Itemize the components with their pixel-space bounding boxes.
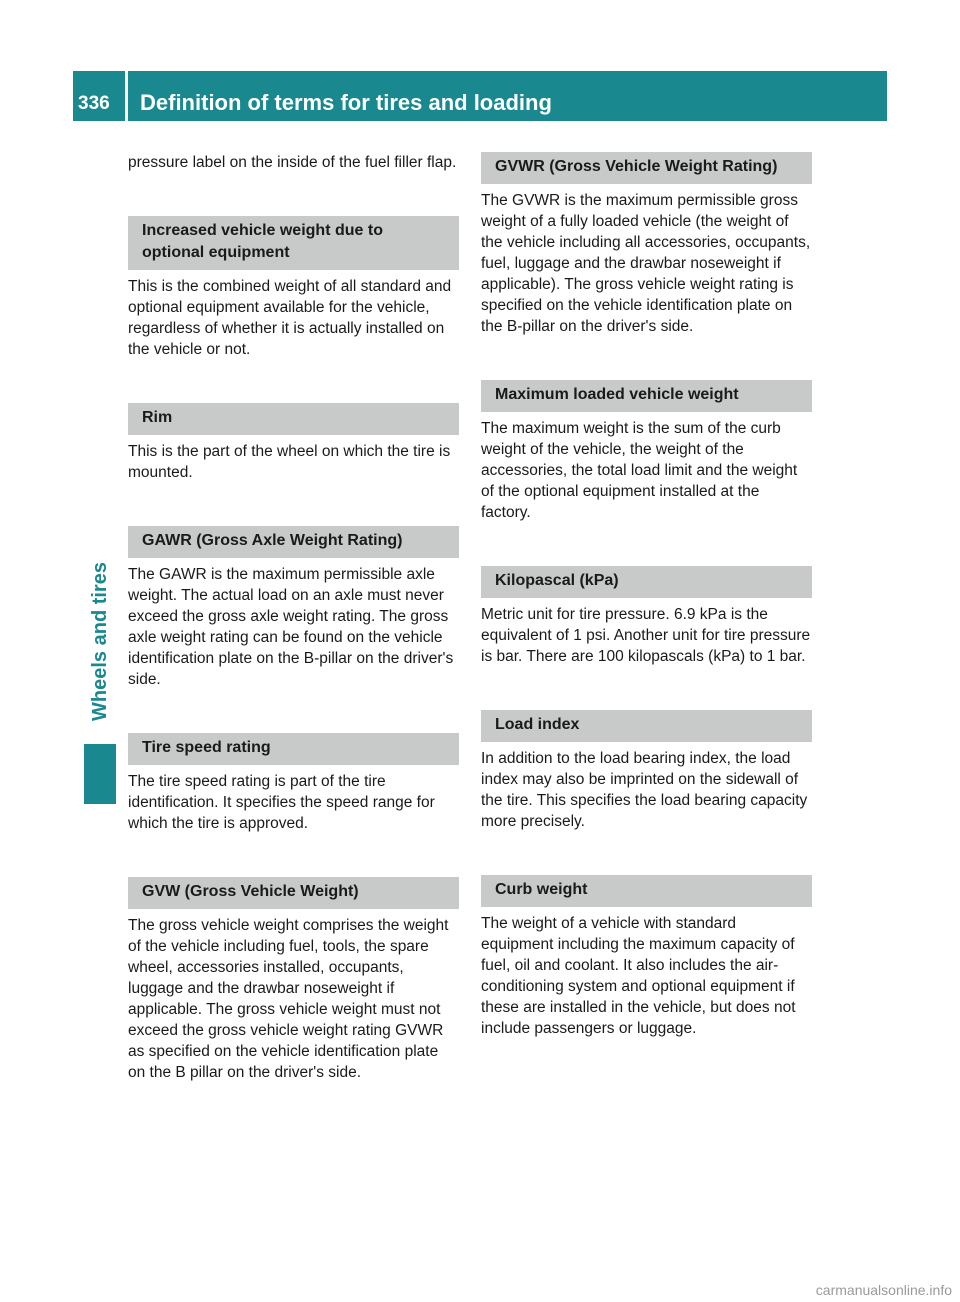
section-rim <box>128 403 459 483</box>
section-heading: Maximum loaded vehicle weight <box>481 380 812 412</box>
section-load-index <box>481 710 812 832</box>
chapter-marker <box>84 744 116 804</box>
page-number: 336 <box>78 93 110 114</box>
section-heading: Load index <box>481 710 812 742</box>
section-body: The weight of a vehicle with standard equipment including the maximum capacity of fuel, oil and coolant. It also includes the air-conditioning system and optional equipment if these are installed in the vehicle, but does not include passengers or luggage. <box>481 915 796 1037</box>
footer-watermark: carmanualsonline.info <box>815 1282 952 1298</box>
left-column <box>128 152 459 1083</box>
section-heading: GVWR (Gross Vehicle Weight Rating) <box>481 152 812 184</box>
section-gvw <box>128 877 459 1083</box>
section-body: This is the part of the wheel on which the tire is mounted. <box>128 443 451 481</box>
section-heading: Tire speed rating <box>128 733 459 765</box>
section-increased-weight <box>128 216 459 360</box>
section-heading: GVW (Gross Vehicle Weight) <box>128 877 459 909</box>
section-heading: GAWR (Gross Axle Weight Rating) <box>128 526 459 558</box>
page-title: Definition of terms for tires and loading <box>140 90 552 115</box>
section-curb-weight <box>481 875 812 1039</box>
section-body: The tire speed rating is part of the tire identification. It specifies the speed range for which the tire is approved. <box>128 773 435 832</box>
right-column <box>481 152 812 1039</box>
section-body: The maximum weight is the sum of the curb weight of the vehicle, the weight of the accessories, the total load limit and the weight of the optional equipment installed at the factory. <box>481 420 798 521</box>
section-body: The gross vehicle weight comprises the weight of the vehicle including fuel, tools, the spare wheel, accessories installed, occupants, luggage and the drawbar noseweight if applicable. The gross vehicle weight must not exceed the gross vehicle weight rating GVWR as specified on the vehicle identification plate on the B pillar on the driver's side. <box>128 917 449 1081</box>
section-heading: Rim <box>128 403 459 435</box>
section-body: Metric unit for tire pressure. 6.9 kPa is the equivalent of 1 psi. Another unit for tire pressure is bar. There are 100 kilopascals (kPa) to 1 bar. <box>481 606 811 665</box>
section-body: In addition to the load bearing index, the load index may also be imprinted on the sidewall of the tire. This specifies the load bearing capacity more precisely. <box>481 750 808 830</box>
intro-paragraph: pressure label on the inside of the fuel filler flap. <box>128 154 457 171</box>
chapter-side-tab-label: Wheels and tires <box>88 561 111 721</box>
section-kilopascal <box>481 566 812 667</box>
section-max-loaded-weight <box>481 380 812 523</box>
section-gvwr <box>481 152 812 337</box>
section-body: The GAWR is the maximum permissible axle weight. The actual load on an axle must never exceed the gross axle weight rating. The gross axle weight rating can be found on the vehicle identification plate on the B-pillar on the driver's side. <box>128 566 454 688</box>
chapter-side-tab <box>84 551 116 731</box>
section-heading: Kilopascal (kPa) <box>481 566 812 598</box>
section-gawr <box>128 526 459 690</box>
section-tire-speed-rating <box>128 733 459 834</box>
section-body: This is the combined weight of all standard and optional equipment available for the vehicle, regardless of whether it is actually installed on the vehicle or not. <box>128 278 452 358</box>
header-divider <box>125 71 128 121</box>
section-heading: Increased vehicle weight due to optional equipment <box>128 216 459 270</box>
section-body: The GVWR is the maximum permissible gross weight of a fully loaded vehicle (the weight of the vehicle including all accessories, occupants, fuel, luggage and the drawbar noseweight if applicable). The gross vehicle weight rating is specified on the vehicle identification plate on the B-pillar on the driver's side. <box>481 192 811 335</box>
section-heading: Curb weight <box>481 875 812 907</box>
